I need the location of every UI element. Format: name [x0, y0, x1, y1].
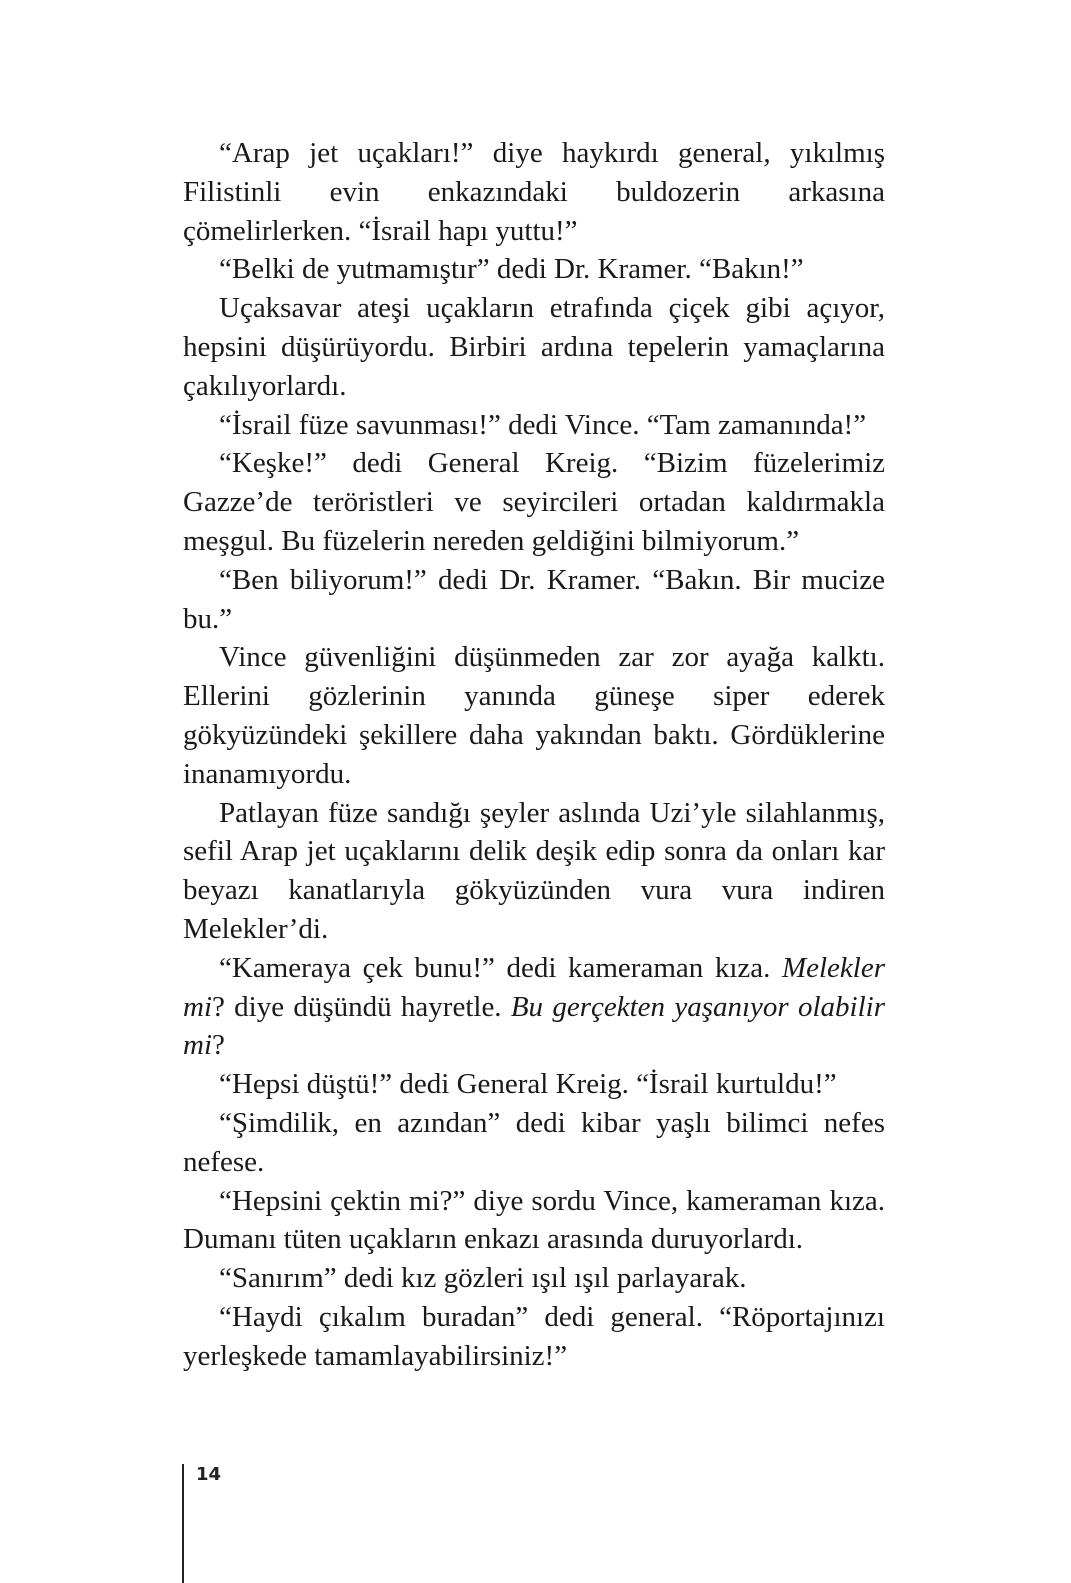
- folio-rule: [182, 1464, 184, 1583]
- paragraph: [183, 1259, 885, 1298]
- paragraph: [183, 1182, 885, 1260]
- text-run: Vince güvenliğini düşünmeden zar zor ayağa kalktı. Ellerini gözlerinin yanında güneşe siper ederek gökyüzündeki şekillere daha yakından baktı. Gördüklerine inanamıyordu.: [183, 641, 885, 790]
- text-run: ?: [212, 1029, 225, 1062]
- paragraph: [183, 1065, 885, 1104]
- text-run: “Hepsi düştü!” dedi General Kreig. “İsrail kurtuldu!”: [219, 1068, 837, 1101]
- italic-text: Bu gerçekten yaşanıyor olabilir mi: [183, 990, 885, 1062]
- text-run: “Belki de yutmamıştır” dedi Dr. Kramer. “Bakın!”: [219, 253, 804, 286]
- paragraph: [183, 289, 885, 405]
- paragraph: [183, 134, 885, 250]
- paragraph: [183, 1298, 885, 1376]
- paragraph: [183, 794, 885, 949]
- text-run: “Keşke!” dedi General Kreig. “Bizim füzelerimiz Gazze’de teröristleri ve seyircileri ortadan kaldırmakla meşgul. Bu füzelerin nereden geldiğini bilmiyorum.”: [183, 447, 885, 557]
- page-body: [183, 134, 885, 1376]
- text-run: Uçaksavar ateşi uçakların etrafında çiçek gibi açıyor, hepsini düşürüyordu. Birbiri ardına tepelerin yamaçlarına çakılıyorlardı.: [183, 292, 885, 402]
- text-run: “İsrail füze savunması!” dedi Vince. “Tam zamanında!”: [219, 408, 867, 441]
- text-run: “Arap jet uçakları!” diye haykırdı general, yıkılmış Filistinli evin enkazındaki buldozerin arkasına çömelirlerken. “İsrail hapı yuttu!”: [183, 137, 885, 247]
- text-run: “Haydi çıkalım buradan” dedi general. “Röportajınızı yerleşkede tamamlayabilirsiniz!”: [183, 1300, 885, 1372]
- text-run: “Şimdilik, en azından” dedi kibar yaşlı bilimci nefes nefese.: [183, 1106, 885, 1178]
- page-number: 14: [196, 1464, 222, 1485]
- text-run: “Ben biliyorum!” dedi Dr. Kramer. “Bakın. Bir mucize bu.”: [183, 563, 885, 635]
- paragraph: [183, 638, 885, 793]
- paragraph: [183, 444, 885, 560]
- text-run: “Kameraya çek bunu!” dedi kameraman kıza.: [219, 951, 782, 984]
- text-run: ? diye düşündü hayretle.: [212, 990, 511, 1023]
- italic-text: Melekler mi: [183, 951, 885, 1023]
- text-run: Patlayan füze sandığı şeyler aslında Uzi’yle silahlanmış, sefil Arap jet uçaklarını delik deşik edip sonra da onları kar beyazı kanatlarıyla gökyüzünden vura vura indiren Melekler’di.: [183, 796, 885, 945]
- paragraph: [183, 406, 885, 445]
- paragraph: [183, 250, 885, 289]
- paragraph: [183, 949, 885, 1065]
- text-run: “Sanırım” dedi kız gözleri ışıl ışıl parlayarak.: [219, 1262, 747, 1295]
- paragraph: [183, 1104, 885, 1182]
- text-run: “Hepsini çektin mi?” diye sordu Vince, kameraman kıza. Dumanı tüten uçakların enkazı arasında duruyorlardı.: [183, 1184, 885, 1256]
- paragraph: [183, 561, 885, 639]
